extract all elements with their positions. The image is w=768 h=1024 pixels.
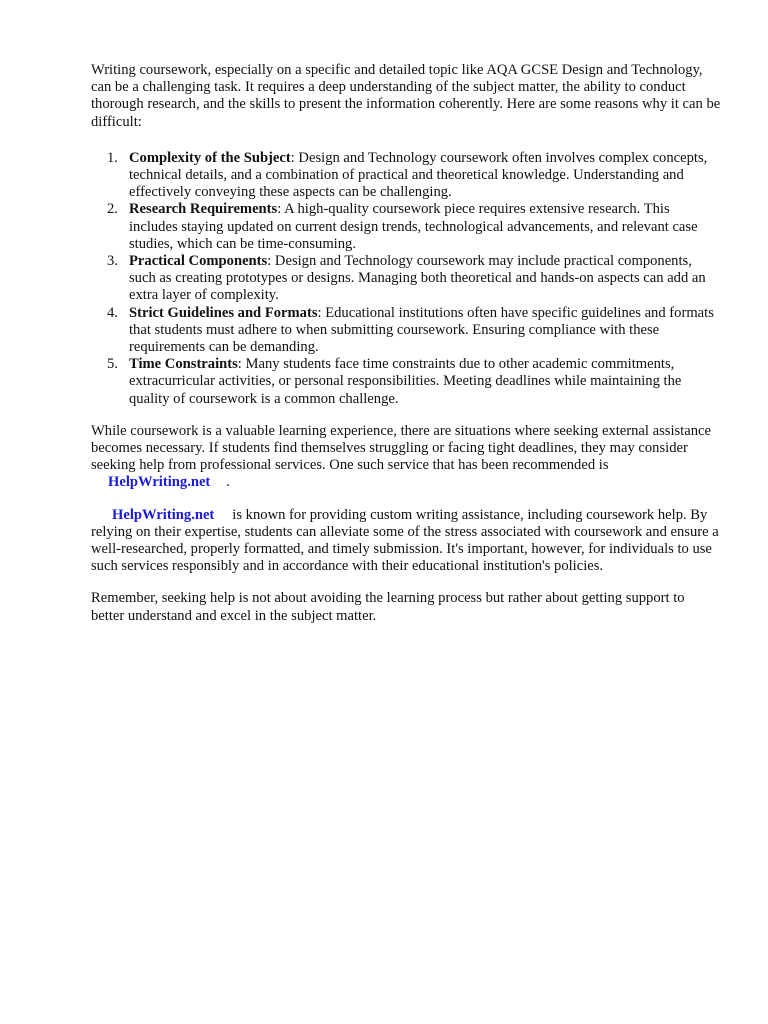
reason-text: : A high-quality coursework piece requires extensive research. This includes staying updated on current design trends, technological advancements, and relevant case studies, which can be time-consuming. [129,201,698,252]
list-number: 4. [107,304,118,321]
assistance-paragraph [91,423,721,492]
document-page [91,62,721,625]
list-item [107,253,721,305]
reason-term: Research Requirements [129,201,278,218]
reason-term: Complexity of the Subject [129,149,291,166]
helpwriting-link[interactable]: HelpWriting.net [108,474,211,491]
reason-text: : Educational institutions often have specific guidelines and formats that students must adhere to when submitting coursework. Ensuring compliance with these requirements can be demanding. [129,304,714,356]
helpwriting-link[interactable]: HelpWriting.net [112,506,215,523]
reason-term: Practical Components [129,253,268,270]
list-item [107,149,721,202]
list-item [107,201,721,253]
reason-text: : Many students face time constraints due to other academic commitments, extracurricular activities, or personal responsibilities. Meeting deadlines while maintaining the quality of coursework is a common challenge. [129,356,682,407]
service-paragraph [91,507,721,576]
list-number: 2. [107,201,118,218]
reason-term: Strict Guidelines and Formats [129,304,318,321]
service-text: is known for providing custom writing assistance, including coursework help. By relying on their expertise, students can alleviate some of the stress associated with coursework and ensure a well-researched, properly formatted, and timely submission. It's important, however, for individuals to use such services responsibly and in accordance with their educational institution's policies. [91,506,719,575]
list-item [107,356,721,408]
reason-text: : Design and Technology coursework may include practical components, such as creating prototypes or designs. Managing both theoretical and hands-on aspects can add an extra layer of complexity. [129,253,706,304]
list-number: 5. [107,356,118,373]
assistance-text: While coursework is a valuable learning experience, there are situations where seeking external assistance becomes necessary. If students find themselves struggling or facing tight deadlines, they may consider seeking help from professional services. One such service that has been recommended is [91,422,711,474]
reason-text: : Design and Technology coursework often involves complex concepts, technical details, and a combination of practical and theoretical knowledge. Understanding and effectively conveying these aspects can be challenging. [129,149,708,201]
reason-term: Time Constraints [129,356,238,373]
closing-paragraph: Remember, seeking help is not about avoiding the learning process but rather about getting support to better understand and excel in the subject matter. [91,590,685,624]
list-item [107,304,721,357]
intro-paragraph: Writing coursework, especially on a specific and detailed topic like AQA GCSE Design and Technology, can be a challenging task. It requires a deep understanding of the subject matter, the ability to conduct thorough research, and the skills to present the information coherently. Here are some reasons why it can be difficult: [91,62,721,130]
list-number: 1. [107,149,118,166]
list-number: 3. [107,253,118,270]
assistance-end: . [226,474,230,491]
reasons-list [91,150,721,408]
